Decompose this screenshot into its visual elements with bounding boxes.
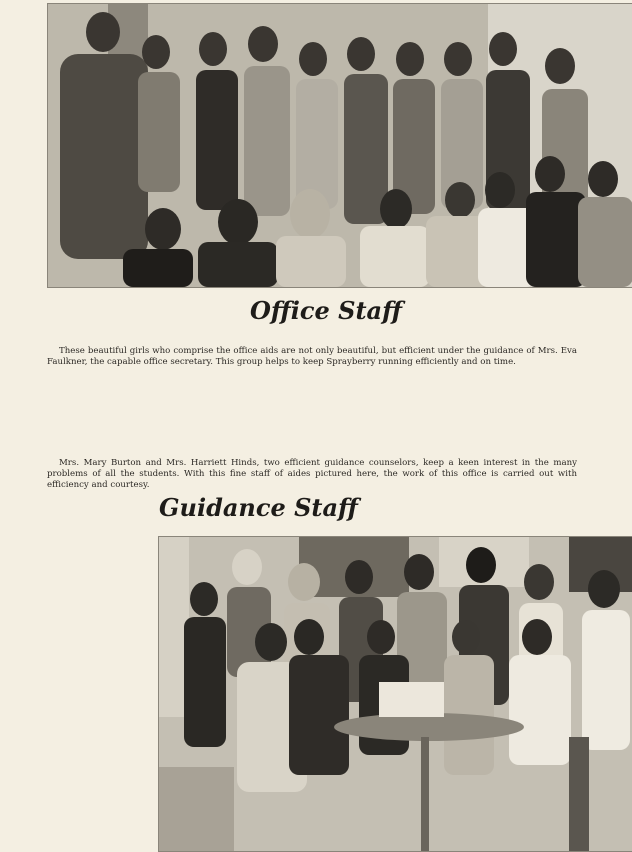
guidance-staff-title: Guidance Staff	[159, 493, 358, 522]
guidance-staff-photo	[158, 536, 632, 852]
guidance-staff-caption: Mrs. Mary Burton and Mrs. Harriett Hinds, two efficient guidance counselors, keep a keen interest in the many problems of all the students. With this fine staff of aides pictured here, the work of this office is carried out with efficiency and courtesy.	[47, 457, 577, 491]
office-staff-photo	[47, 3, 632, 288]
office-staff-photo-figures	[48, 4, 632, 287]
office-staff-title: Office Staff	[250, 296, 402, 325]
guidance-staff-photo-figures	[159, 537, 632, 851]
office-staff-caption: These beautiful girls who comprise the office aids are not only beautiful, but efficient under the guidance of Mrs. Eva Faulkner, the capable office secretary. This group helps to keep Sprayberry running efficiently and on time.	[47, 345, 577, 367]
